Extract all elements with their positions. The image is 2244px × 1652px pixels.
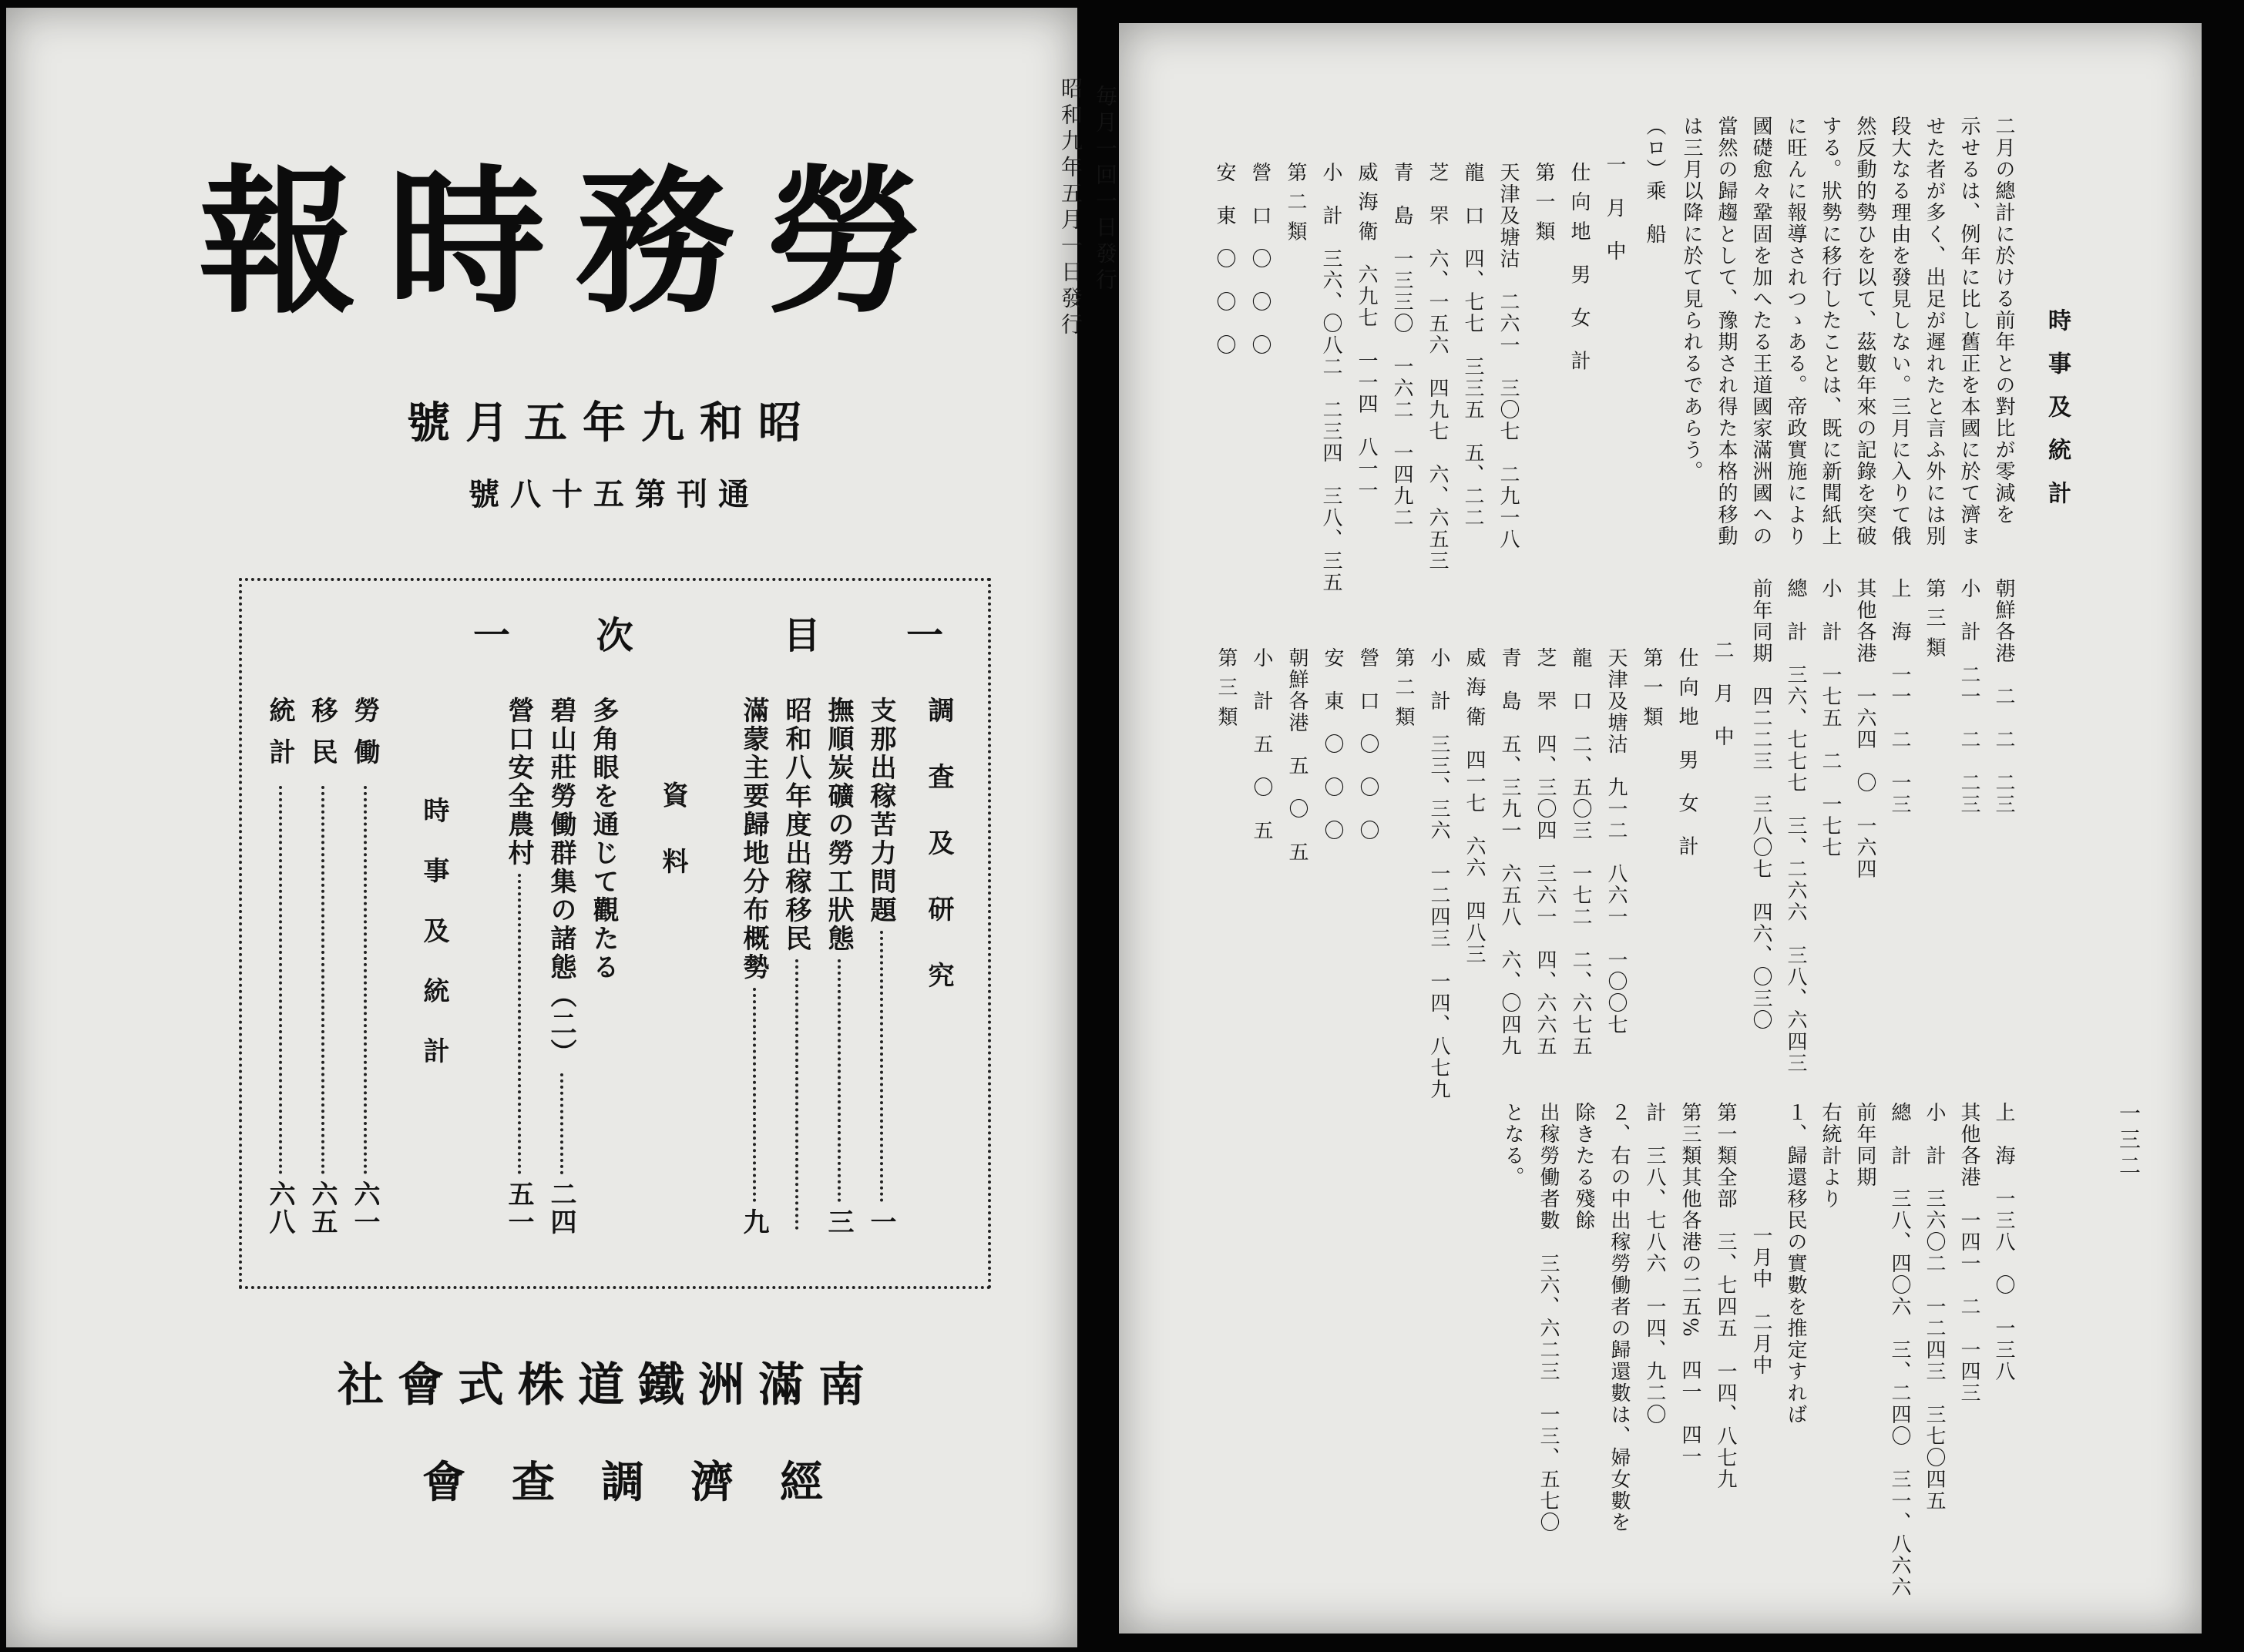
table-row: 第三類其他各港の二五% 四一 四一 bbox=[1678, 1102, 1701, 1468]
toc-item-label: 移民 bbox=[307, 697, 338, 780]
table-row: 營 口 〇 〇 〇 bbox=[1356, 647, 1379, 841]
paragraph-line: 示せるは、例年に比し舊正を本國に於て濟ま bbox=[1957, 116, 1980, 547]
table-of-contents bbox=[239, 578, 991, 1289]
table-row: 威 海 衛 四一七 六六 四八三 bbox=[1463, 647, 1486, 965]
toc-item-page: 六一 bbox=[349, 1180, 380, 1236]
paragraph-line: 然反動的勢ひを以て、茲數年來の記錄を突破 bbox=[1853, 116, 1876, 547]
paragraph-line: に旺んに報導されつゝある。帝政實施により bbox=[1784, 116, 1807, 547]
toc-item-label: 勞働 bbox=[349, 697, 380, 780]
paragraph-line: 段大なる理由を發見しない。三月に入りて俄 bbox=[1888, 116, 1911, 547]
toc-item-label: 統計 bbox=[264, 697, 295, 780]
table-row: 出稼勞働者數 三六、六二三 一三、五七〇 bbox=[1537, 1102, 1560, 1533]
toc-item-label: 營口安全農村 bbox=[503, 697, 534, 868]
paragraph-line: は三月以降に於て見られるであらう。 bbox=[1680, 116, 1703, 482]
table-row: 安 東 〇 〇 〇 bbox=[1321, 647, 1344, 841]
note-line: ２、右の中出稼勞働者の歸還數は、婦女數を bbox=[1607, 1102, 1631, 1533]
toc-item[interactable] bbox=[500, 697, 538, 1236]
table-row: 其他各港 一四一 二 一四三 bbox=[1957, 1102, 1980, 1404]
table-row: 前年同期 bbox=[1853, 1102, 1876, 1188]
toc-item[interactable] bbox=[735, 697, 773, 1236]
table-row: 第 二 類 bbox=[1284, 162, 1307, 243]
issue-date: 號月五年九和昭 bbox=[407, 398, 817, 448]
table-row: 小 計 三三、三六 一二四三 一四、八七九 bbox=[1427, 647, 1450, 1100]
table-row: 第一類全部 三、七四五 一四、八七九 bbox=[1714, 1102, 1737, 1490]
table-row: 營 口 〇 〇 〇 bbox=[1248, 162, 1271, 356]
toc-item-page: 六八 bbox=[264, 1180, 295, 1236]
table-row: 小 計 一七五 二 一七七 bbox=[1819, 578, 1842, 858]
toc-item-page: 二四 bbox=[546, 1180, 576, 1236]
issue-number: 號八十五第刊通 bbox=[469, 476, 760, 512]
toc-item[interactable] bbox=[346, 697, 384, 1236]
table-row: 天津及塘沽 九一二 八六一 一〇〇七 bbox=[1604, 647, 1628, 1036]
toc-item-page: 一 bbox=[865, 1208, 896, 1236]
section-title: 時事及統計 bbox=[2044, 308, 2071, 524]
statistics-page bbox=[1119, 23, 2202, 1634]
toc-item[interactable] bbox=[862, 697, 900, 1236]
toc-item[interactable] bbox=[304, 697, 341, 1236]
table-header: 一 月 中 bbox=[1603, 154, 1626, 262]
toc-heading-dash-left: 一 bbox=[473, 614, 516, 657]
table-row: 總 計 三八、四〇六 三、二四〇 三一、八六六 bbox=[1888, 1102, 1911, 1598]
paragraph-line: 國礎愈々鞏固を加へたる王道國家滿洲國への bbox=[1749, 116, 1772, 547]
table-row: 前年同期 四二二三 三八〇七 四六、〇三〇 bbox=[1749, 578, 1772, 1031]
toc-item-label: 撫順炭礦の勞工狀態 bbox=[823, 697, 854, 953]
toc-item-label: 支那出稼苦力問題 bbox=[865, 697, 896, 925]
table-row: 朝鮮各港 五 〇 五 bbox=[1285, 647, 1308, 863]
page-number: 一三二 bbox=[2116, 1102, 2142, 1180]
toc-heading-char-b: 目 bbox=[783, 614, 825, 657]
toc-section-title: 時事及統計 bbox=[418, 797, 449, 1097]
paragraph-line: せた者が多く、出足が遲れたと言ふ外には別 bbox=[1923, 116, 1946, 547]
notes-heading: １、歸還移民の實數を推定すれば bbox=[1784, 1102, 1807, 1425]
cover-page bbox=[6, 8, 1118, 1647]
notes-columns: 一月中 二月中 bbox=[1749, 1225, 1772, 1376]
table-row: 第 二 類 bbox=[1392, 647, 1415, 728]
toc-heading-char-a: 次 bbox=[596, 614, 638, 657]
toc-item[interactable] bbox=[585, 697, 623, 1236]
table-row: 第 一 類 bbox=[1532, 162, 1555, 243]
toc-section-title: 資料 bbox=[657, 781, 688, 914]
table-row: 小 計 五 〇 五 bbox=[1250, 647, 1273, 841]
imprint-date: 昭和九年五月一日發行 bbox=[1058, 77, 1083, 339]
imprint-frequency: 毎月一回一日發行 bbox=[1093, 85, 1118, 294]
table-row: 芝 罘 六、一五六 四九七 六、六五三 bbox=[1426, 162, 1449, 572]
table-row: 第 三 類 bbox=[1923, 578, 1946, 659]
table-row: 上 海 一一 二 一三 bbox=[1888, 578, 1911, 815]
table-row: 上 海 一三八 〇 一三八 bbox=[1992, 1102, 2015, 1382]
table-row: 小 計 三六、〇八二 二三四 三八、三五 bbox=[1319, 162, 1342, 593]
toc-item-label: 滿蒙主要歸地分布概勢 bbox=[738, 697, 769, 982]
toc-item-page: 五一 bbox=[503, 1180, 534, 1236]
table-row: 安 東 〇 〇 〇 bbox=[1213, 162, 1236, 356]
table-row: 青 島 五、三九一 六五八 六、〇四九 bbox=[1498, 647, 1521, 1057]
table-row: 小 計 三六〇二 一二四三 三七〇四五 bbox=[1923, 1102, 1946, 1512]
table-row: 龍 口 四、七七 三三五 五、二二 bbox=[1461, 162, 1484, 529]
toc-item[interactable] bbox=[778, 697, 815, 1236]
table-row: 小 計 二一 二 二三 bbox=[1957, 578, 1980, 815]
toc-item[interactable] bbox=[543, 697, 580, 1236]
note-line: となる。 bbox=[1501, 1102, 1524, 1188]
toc-item[interactable] bbox=[820, 697, 858, 1236]
table-row: 其他各港 一六四 〇 一六四 bbox=[1853, 578, 1876, 880]
toc-heading-dash-right: 一 bbox=[906, 614, 949, 657]
subheading: （ロ）乘 船 bbox=[1643, 116, 1666, 245]
toc-item-page: 九 bbox=[738, 1208, 769, 1236]
table-row: 天津及塘沽 二六一 三〇七 二九一八 bbox=[1497, 162, 1520, 550]
note-line: 除きたる殘餘 bbox=[1572, 1102, 1595, 1231]
table-row: 朝鮮各港 二 二 二三 bbox=[1992, 578, 2015, 815]
toc-item-label: 多角眼を通じて觀たる bbox=[588, 697, 619, 982]
publisher-department: 會查調濟經 bbox=[422, 1457, 869, 1508]
toc-heading bbox=[473, 606, 948, 659]
table-header: 二 月 中 bbox=[1711, 640, 1734, 747]
table-row: 計 三八、七八六 一四、九二〇 bbox=[1643, 1102, 1666, 1425]
toc-item-page: 三 bbox=[823, 1208, 854, 1236]
table-columns: 仕 向 地 男 女 計 bbox=[1675, 647, 1698, 858]
toc-section-title: 調査及研究 bbox=[923, 697, 954, 1028]
toc-item-label: 昭和八年度出稼移民 bbox=[781, 697, 811, 953]
table-row: 龍 口 二、五〇三 一七二 二、六七五 bbox=[1569, 647, 1592, 1057]
table-columns: 仕 向 地 男 女 計 bbox=[1567, 162, 1591, 372]
paragraph-line: 二月の總計に於ける前年との對比が零減を bbox=[1992, 116, 2015, 525]
paragraph-line: する。狀勢に移行したことは、既に新聞紙上 bbox=[1819, 116, 1842, 547]
toc-item-label: 碧山莊勞働群集の諸態（二） bbox=[546, 697, 576, 1067]
toc-item[interactable] bbox=[261, 697, 299, 1236]
masthead-title: 報時務勞 bbox=[199, 150, 954, 335]
notes-subheading: 右統計より bbox=[1819, 1102, 1842, 1210]
paragraph-line: 當然の歸趨として、豫期され得た本格的移動 bbox=[1715, 116, 1738, 547]
table-row: 威 海 衛 六九七 一一四 八一一 bbox=[1355, 162, 1378, 502]
table-row: 芝 罘 四、三〇四 三六一 四、六六五 bbox=[1534, 647, 1557, 1057]
table-row: 第 三 類 bbox=[1214, 647, 1238, 728]
table-row: 青 島 一三三〇 一六二 一四九二 bbox=[1390, 162, 1413, 529]
publisher-name: 社會式株道鐵洲滿南 bbox=[338, 1358, 878, 1412]
table-row: 總 計 三六、七七七 三、二六六 三八、六四三 bbox=[1784, 578, 1807, 1074]
toc-item-page: 六五 bbox=[307, 1180, 338, 1236]
table-row: 第 一 類 bbox=[1640, 647, 1663, 728]
